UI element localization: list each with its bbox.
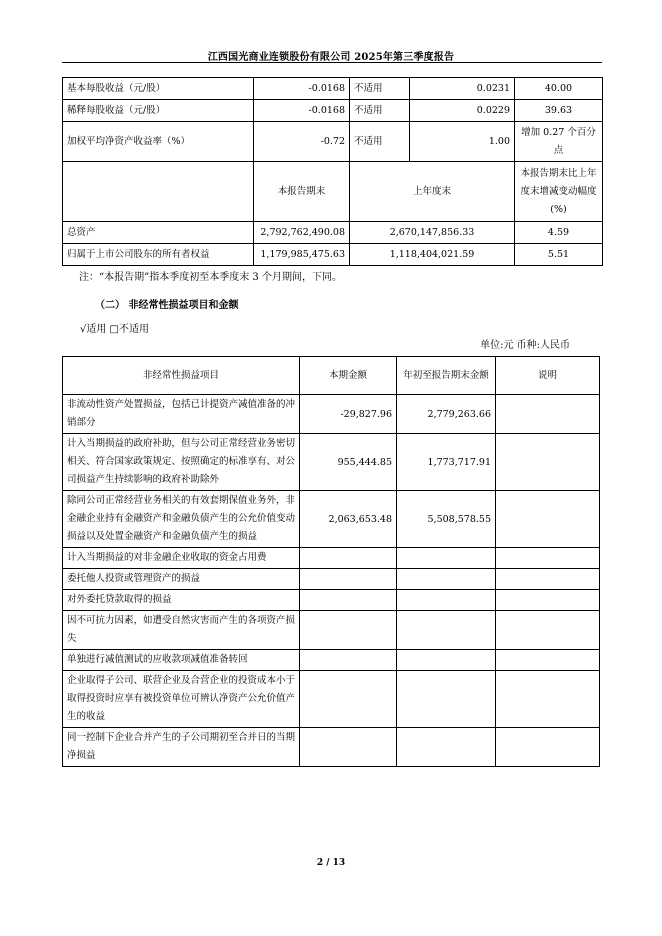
value-cell: 不适用 xyxy=(350,122,410,162)
item-cell: 委托他人投资或管理资产的损益 xyxy=(63,569,300,590)
table-row xyxy=(63,569,600,590)
amount-cell xyxy=(300,611,397,650)
unit-currency-label: 单位:元 币种:人民币 xyxy=(480,340,570,351)
column-header: 上年度末 xyxy=(350,162,515,222)
note-cell xyxy=(496,548,600,569)
empty-cell xyxy=(63,162,254,222)
table-row xyxy=(63,434,600,491)
note-cell xyxy=(496,569,600,590)
value-cell: 0.0231 xyxy=(410,78,515,100)
item-cell: 同一控制下企业合并产生的子公司期初至合并日的当期净损益 xyxy=(63,728,300,767)
item-cell: 因不可抗力因素，如遭受自然灾害而产生的各项资产损失 xyxy=(63,611,300,650)
table-row xyxy=(63,671,600,728)
row-label: 稀释每股收益（元/股） xyxy=(63,100,254,122)
amount-cell: 2,063,653.48 xyxy=(300,491,397,548)
amount-cell xyxy=(300,569,397,590)
table-row xyxy=(63,122,603,162)
amount-cell xyxy=(300,728,397,767)
table-row xyxy=(63,244,603,266)
item-cell: 企业取得子公司、联营企业及合营企业的投资成本小于取得投资时应享有被投资单位可辨认净资产公允价值产生的收益 xyxy=(63,671,300,728)
table-row xyxy=(63,611,600,650)
amount-cell xyxy=(397,671,496,728)
value-cell: -0.0168 xyxy=(254,78,350,100)
table-header-row xyxy=(63,357,600,395)
column-header: 本期金额 xyxy=(300,357,397,395)
page-number: 2 / 13 xyxy=(316,858,346,868)
value-cell: 4.59 xyxy=(515,222,603,244)
value-cell: 2,670,147,856.33 xyxy=(350,222,515,244)
header-divider xyxy=(62,62,602,63)
note-cell xyxy=(496,728,600,767)
amount-cell xyxy=(397,611,496,650)
amount-cell xyxy=(397,569,496,590)
value-cell: -0.72 xyxy=(254,122,350,162)
amount-cell: -29,827.96 xyxy=(300,395,397,434)
non-recurring-gains-table xyxy=(62,356,600,767)
amount-cell: 5,508,578.55 xyxy=(397,491,496,548)
value-cell: 不适用 xyxy=(350,100,410,122)
table-row xyxy=(63,222,603,244)
item-cell: 单独进行减值测试的应收款项减值准备转回 xyxy=(63,650,300,671)
value-cell: 增加 0.27 个百分点 xyxy=(515,122,603,162)
amount-cell xyxy=(397,590,496,611)
row-label: 基本每股收益（元/股） xyxy=(63,78,254,100)
amount-cell: 1,773,717.91 xyxy=(397,434,496,491)
table-row xyxy=(63,395,600,434)
amount-cell xyxy=(397,728,496,767)
amount-cell xyxy=(397,650,496,671)
column-header: 非经常性损益项目 xyxy=(63,357,300,395)
column-header: 年初至报告期末金额 xyxy=(397,357,496,395)
row-label: 加权平均净资产收益率（%） xyxy=(63,122,254,162)
table-row xyxy=(63,548,600,569)
note-cell xyxy=(496,650,600,671)
note-cell xyxy=(496,590,600,611)
table-row xyxy=(63,491,600,548)
value-cell: 1,179,985,475.63 xyxy=(254,244,350,266)
note-cell xyxy=(496,434,600,491)
amount-cell xyxy=(300,650,397,671)
note-cell xyxy=(496,611,600,650)
item-cell: 除同公司正常经营业务相关的有效套期保值业务外，非金融企业持有金融资产和金融负债产生的公允价值变动损益以及处置金融资产和金融负债产生的损益 xyxy=(63,491,300,548)
amount-cell: 955,444.85 xyxy=(300,434,397,491)
applicability-checkbox: √适用 □不适用 xyxy=(80,324,149,335)
amount-cell xyxy=(300,671,397,728)
row-label: 归属于上市公司股东的所有者权益 xyxy=(63,244,254,266)
financial-indicators-table xyxy=(62,77,603,266)
note-cell xyxy=(496,671,600,728)
value-cell: 2,792,762,490.08 xyxy=(254,222,350,244)
amount-cell xyxy=(300,548,397,569)
report-header-title: 江西国光商业连锁股份有限公司 2025年第三季度报告 xyxy=(207,52,455,63)
value-cell: 不适用 xyxy=(350,78,410,100)
column-header: 本报告期末 xyxy=(254,162,350,222)
item-cell: 计入当期损益的政府补助，但与公司正常经营业务密切相关、符合国家政策规定、按照确定的标准享有、对公司损益产生持续影响的政府补助除外 xyxy=(63,434,300,491)
row-label: 总资产 xyxy=(63,222,254,244)
amount-cell xyxy=(300,590,397,611)
amount-cell xyxy=(397,548,496,569)
table-row xyxy=(63,590,600,611)
note-cell xyxy=(496,395,600,434)
note-cell xyxy=(496,491,600,548)
value-cell: 39.63 xyxy=(515,100,603,122)
table-row xyxy=(63,728,600,767)
item-cell: 对外委托贷款取得的损益 xyxy=(63,590,300,611)
amount-cell: 2,779,263.66 xyxy=(397,395,496,434)
value-cell: 1.00 xyxy=(410,122,515,162)
value-cell: 5.51 xyxy=(515,244,603,266)
table-footnote: 注：“本报告期”指本季度初至本季度末 3 个月期间，下同。 xyxy=(79,272,342,283)
table-row xyxy=(63,650,600,671)
item-cell: 计入当期损益的对非金融企业收取的资金占用费 xyxy=(63,548,300,569)
value-cell: 0.0229 xyxy=(410,100,515,122)
column-header: 本报告期末比上年度末增减变动幅度(%) xyxy=(515,162,603,222)
value-cell: 40.00 xyxy=(515,78,603,100)
table-row xyxy=(63,78,603,100)
section-title: （二） 非经常性损益项目和金额 xyxy=(95,300,239,311)
value-cell: 1,118,404,021.59 xyxy=(350,244,515,266)
value-cell: -0.0168 xyxy=(254,100,350,122)
column-header: 说明 xyxy=(496,357,600,395)
table-row xyxy=(63,100,603,122)
item-cell: 非流动性资产处置损益，包括已计提资产减值准备的冲销部分 xyxy=(63,395,300,434)
table-header-row xyxy=(63,162,603,222)
